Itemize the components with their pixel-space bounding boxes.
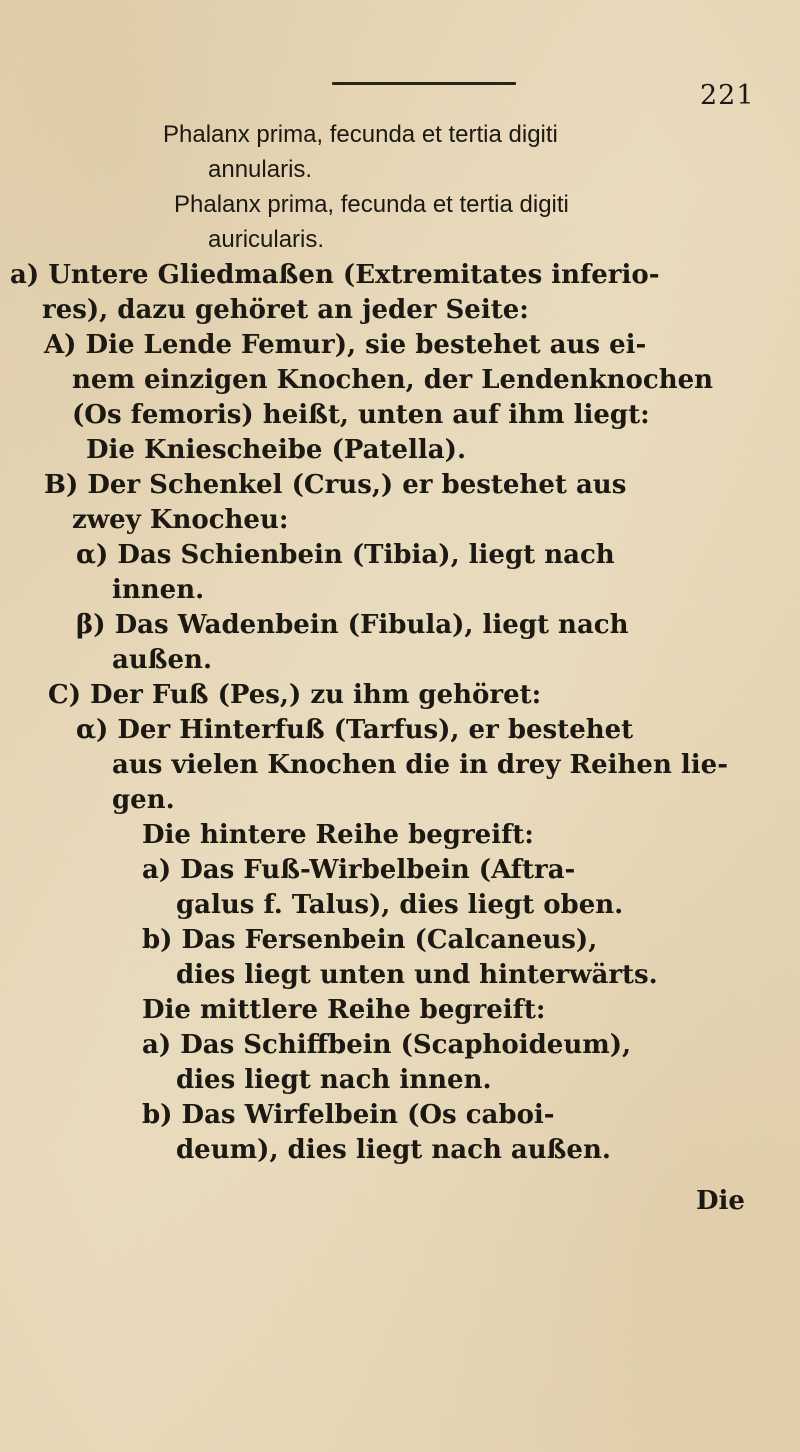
text-line: Die Kniescheibe (Patella). bbox=[86, 435, 467, 465]
text-line: gen. bbox=[112, 785, 175, 815]
text-line: a) Das Schiffbein (Scaphoideum), bbox=[142, 1030, 632, 1060]
text-line: Die hintere Reihe begreift: bbox=[142, 820, 534, 850]
text-line: a) Das Fuß-Wirbelbein (Aftra- bbox=[142, 855, 576, 885]
text-line: innen. bbox=[112, 575, 205, 605]
text-line: C) Der Fuß (Pes,) zu ihm gehöret: bbox=[48, 680, 542, 710]
page-number: 221 bbox=[700, 80, 755, 111]
header-rule bbox=[332, 82, 516, 85]
catchword: Die bbox=[696, 1186, 745, 1216]
text-line: A) Die Lende Femur), sie bestehet aus ei- bbox=[44, 330, 647, 360]
text-line: α) Der Hinterfuß (Tarfus), er bestehet bbox=[76, 715, 634, 745]
text-line: deum), dies liegt nach außen. bbox=[176, 1135, 611, 1165]
text-line: nem einzigen Knochen, der Lendenknochen bbox=[72, 365, 714, 395]
text-line: dies liegt nach innen. bbox=[176, 1065, 492, 1095]
text-line: Phalanx prima, fecunda et tertia digiti bbox=[174, 191, 569, 218]
text-line: B) Der Schenkel (Crus,) er bestehet aus bbox=[44, 470, 627, 500]
text-line: b) Das Wirfelbein (Os caboi- bbox=[142, 1100, 555, 1130]
text-line: annularis. bbox=[208, 156, 313, 183]
text-line: zwey Knocheu: bbox=[72, 505, 289, 535]
text-line: außen. bbox=[112, 645, 213, 675]
text-line: a) Untere Gliedmaßen (Extremitates inferio- bbox=[10, 260, 660, 290]
text-line: dies liegt unten und hinterwärts. bbox=[176, 960, 658, 990]
text-line: galus f. Talus), dies liegt oben. bbox=[176, 890, 624, 920]
text-line: res), dazu gehöret an jeder Seite: bbox=[42, 295, 529, 325]
text-line: Phalanx prima, fecunda et tertia digiti bbox=[163, 121, 558, 148]
text-line: β) Das Wadenbein (Fibula), liegt nach bbox=[76, 610, 629, 640]
text-line: auricularis. bbox=[208, 226, 325, 253]
text-line: b) Das Fersenbein (Calcaneus), bbox=[142, 925, 598, 955]
text-line: Die mittlere Reihe begreift: bbox=[142, 995, 546, 1025]
text-line: (Os femoris) heißt, unten auf ihm liegt: bbox=[72, 400, 650, 430]
text-line: aus vielen Knochen die in drey Reihen lie- bbox=[112, 750, 728, 780]
text-line: α) Das Schienbein (Tibia), liegt nach bbox=[76, 540, 615, 570]
